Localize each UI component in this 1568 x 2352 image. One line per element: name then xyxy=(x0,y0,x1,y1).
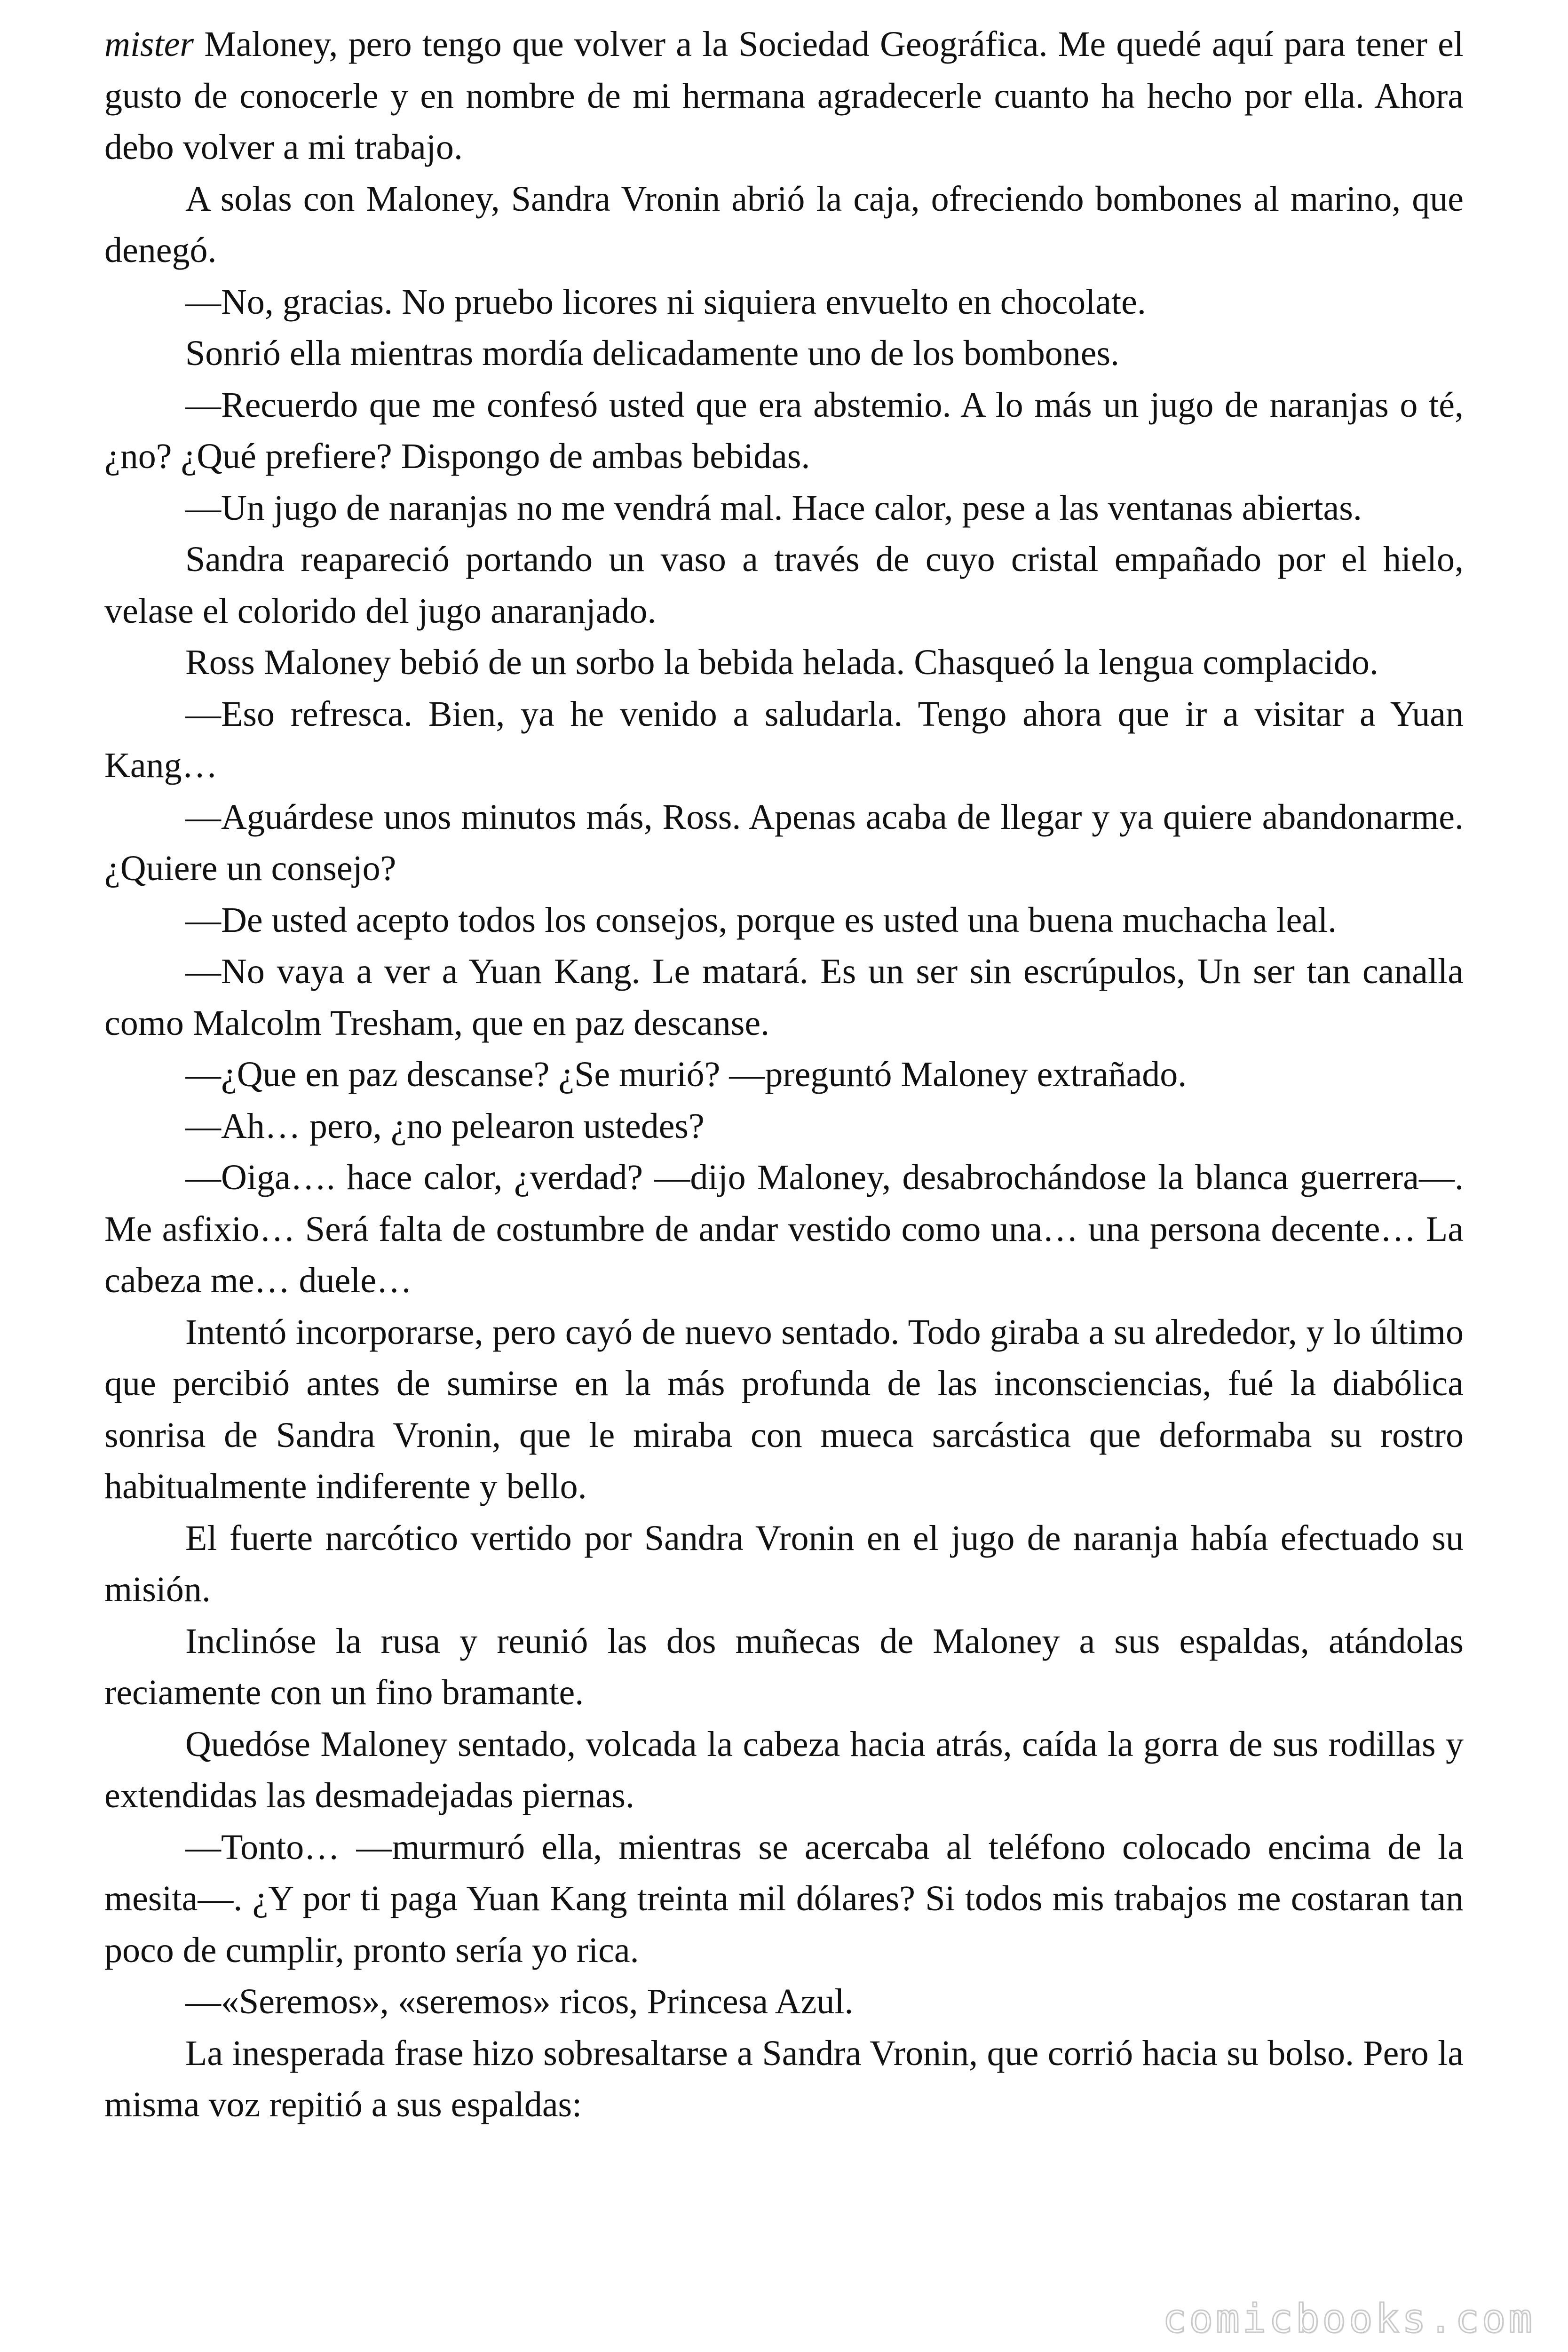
paragraph: El fuerte narcótico vertido por Sandra Vronin en el jugo de naranja había efectuado su misión. xyxy=(104,1518,1464,1609)
paragraph: —De usted acepto todos los consejos, porque es usted una buena muchacha leal. xyxy=(185,900,1337,940)
italic-lead-word: mister xyxy=(104,24,194,64)
paragraph: —Ah… pero, ¿no pelearon ustedes? xyxy=(185,1106,705,1146)
paragraph: —Un jugo de naranjas no me vendrá mal. Hace calor, pese a las ventanas abiertas. xyxy=(185,488,1362,528)
paragraph: —Eso refresca. Bien, ya he venido a saludarla. Tengo ahora que ir a visitar a Yuan Kang… xyxy=(104,694,1464,785)
paragraph: —Oiga…. hace calor, ¿verdad? —dijo Maloney, desabrochándose la blanca guerrera—. Me asfixio… Será falta de costumbre de andar vestido como una… una persona decente… La cabeza me… duele… xyxy=(104,1158,1464,1300)
paragraph: —Aguárdese unos minutos más, Ross. Apenas acaba de llegar y ya quiere abandonarme. ¿Quiere un consejo? xyxy=(104,797,1464,888)
paragraph: —No vaya a ver a Yuan Kang. Le matará. Es un ser sin escrúpulos, Un ser tan canalla como Malcolm Tresham, que en paz descanse. xyxy=(104,952,1464,1043)
paragraph: —Recuerdo que me confesó usted que era abstemio. A lo más un jugo de naranjas o té, ¿no? ¿Qué prefiere? Dispongo de ambas bebidas. xyxy=(104,385,1464,476)
paragraph-text: Maloney, pero tengo que volver a la Sociedad Geográfica. Me quedé aquí para tener el gusto de conocerle y en nombre de mi hermana agradecerle cuanto ha hecho por ella. Ahora debo volver a mi trabajo. xyxy=(104,24,1464,167)
paragraph: A solas con Maloney, Sandra Vronin abrió la caja, ofreciendo bombones al marino, que denegó. xyxy=(104,179,1464,270)
paragraph: Ross Maloney bebió de un sorbo la bebida helada. Chasqueó la lengua complacido. xyxy=(185,643,1378,682)
paragraph: —«Seremos», «seremos» ricos, Princesa Azul. xyxy=(185,1982,854,2021)
paragraph: Intentó incorporarse, pero cayó de nuevo sentado. Todo giraba a su alrededor, y lo último que percibió antes de sumirse en la más profunda de las inconsciencias, fué la diabólica sonrisa de Sandra Vronin, que le miraba con mueca sarcástica que deformaba su rostro habitualmente indiferente y bello. xyxy=(104,1312,1464,1506)
paragraph: Sonrió ella mientras mordía delicadamente uno de los bombones. xyxy=(185,334,1120,373)
paragraph: —No, gracias. No pruebo licores ni siquiera envuelto en chocolate. xyxy=(185,282,1146,322)
paragraph: Inclinóse la rusa y reunió las dos muñecas de Maloney a sus espaldas, atándolas reciamente con un fino bramante. xyxy=(104,1621,1464,1712)
watermark: comicbooks.com xyxy=(1162,2296,1535,2342)
paragraph: Sandra reapareció portando un vaso a través de cuyo cristal empañado por el hielo, velase el colorido del jugo anaranjado. xyxy=(104,540,1464,631)
paragraph: Quedóse Maloney sentado, volcada la cabeza hacia atrás, caída la gorra de sus rodillas y extendidas las desmadejadas piernas. xyxy=(104,1724,1464,1815)
paragraph: La inesperada frase hizo sobresaltarse a Sandra Vronin, que corrió hacia su bolso. Pero la misma voz repitió a sus espaldas: xyxy=(104,2033,1464,2124)
body-text xyxy=(104,19,1464,2131)
paragraph: —Tonto… —murmuró ella, mientras se acercaba al teléfono colocado encima de la mesita—. ¿Y por ti paga Yuan Kang treinta mil dólares? Si todos mis trabajos me costaran tan poco de cumplir, pronto sería yo rica. xyxy=(104,1827,1464,1970)
paragraph xyxy=(104,19,1464,174)
paragraph: —¿Que en paz descanse? ¿Se murió? —preguntó Maloney extrañado. xyxy=(185,1055,1187,1094)
